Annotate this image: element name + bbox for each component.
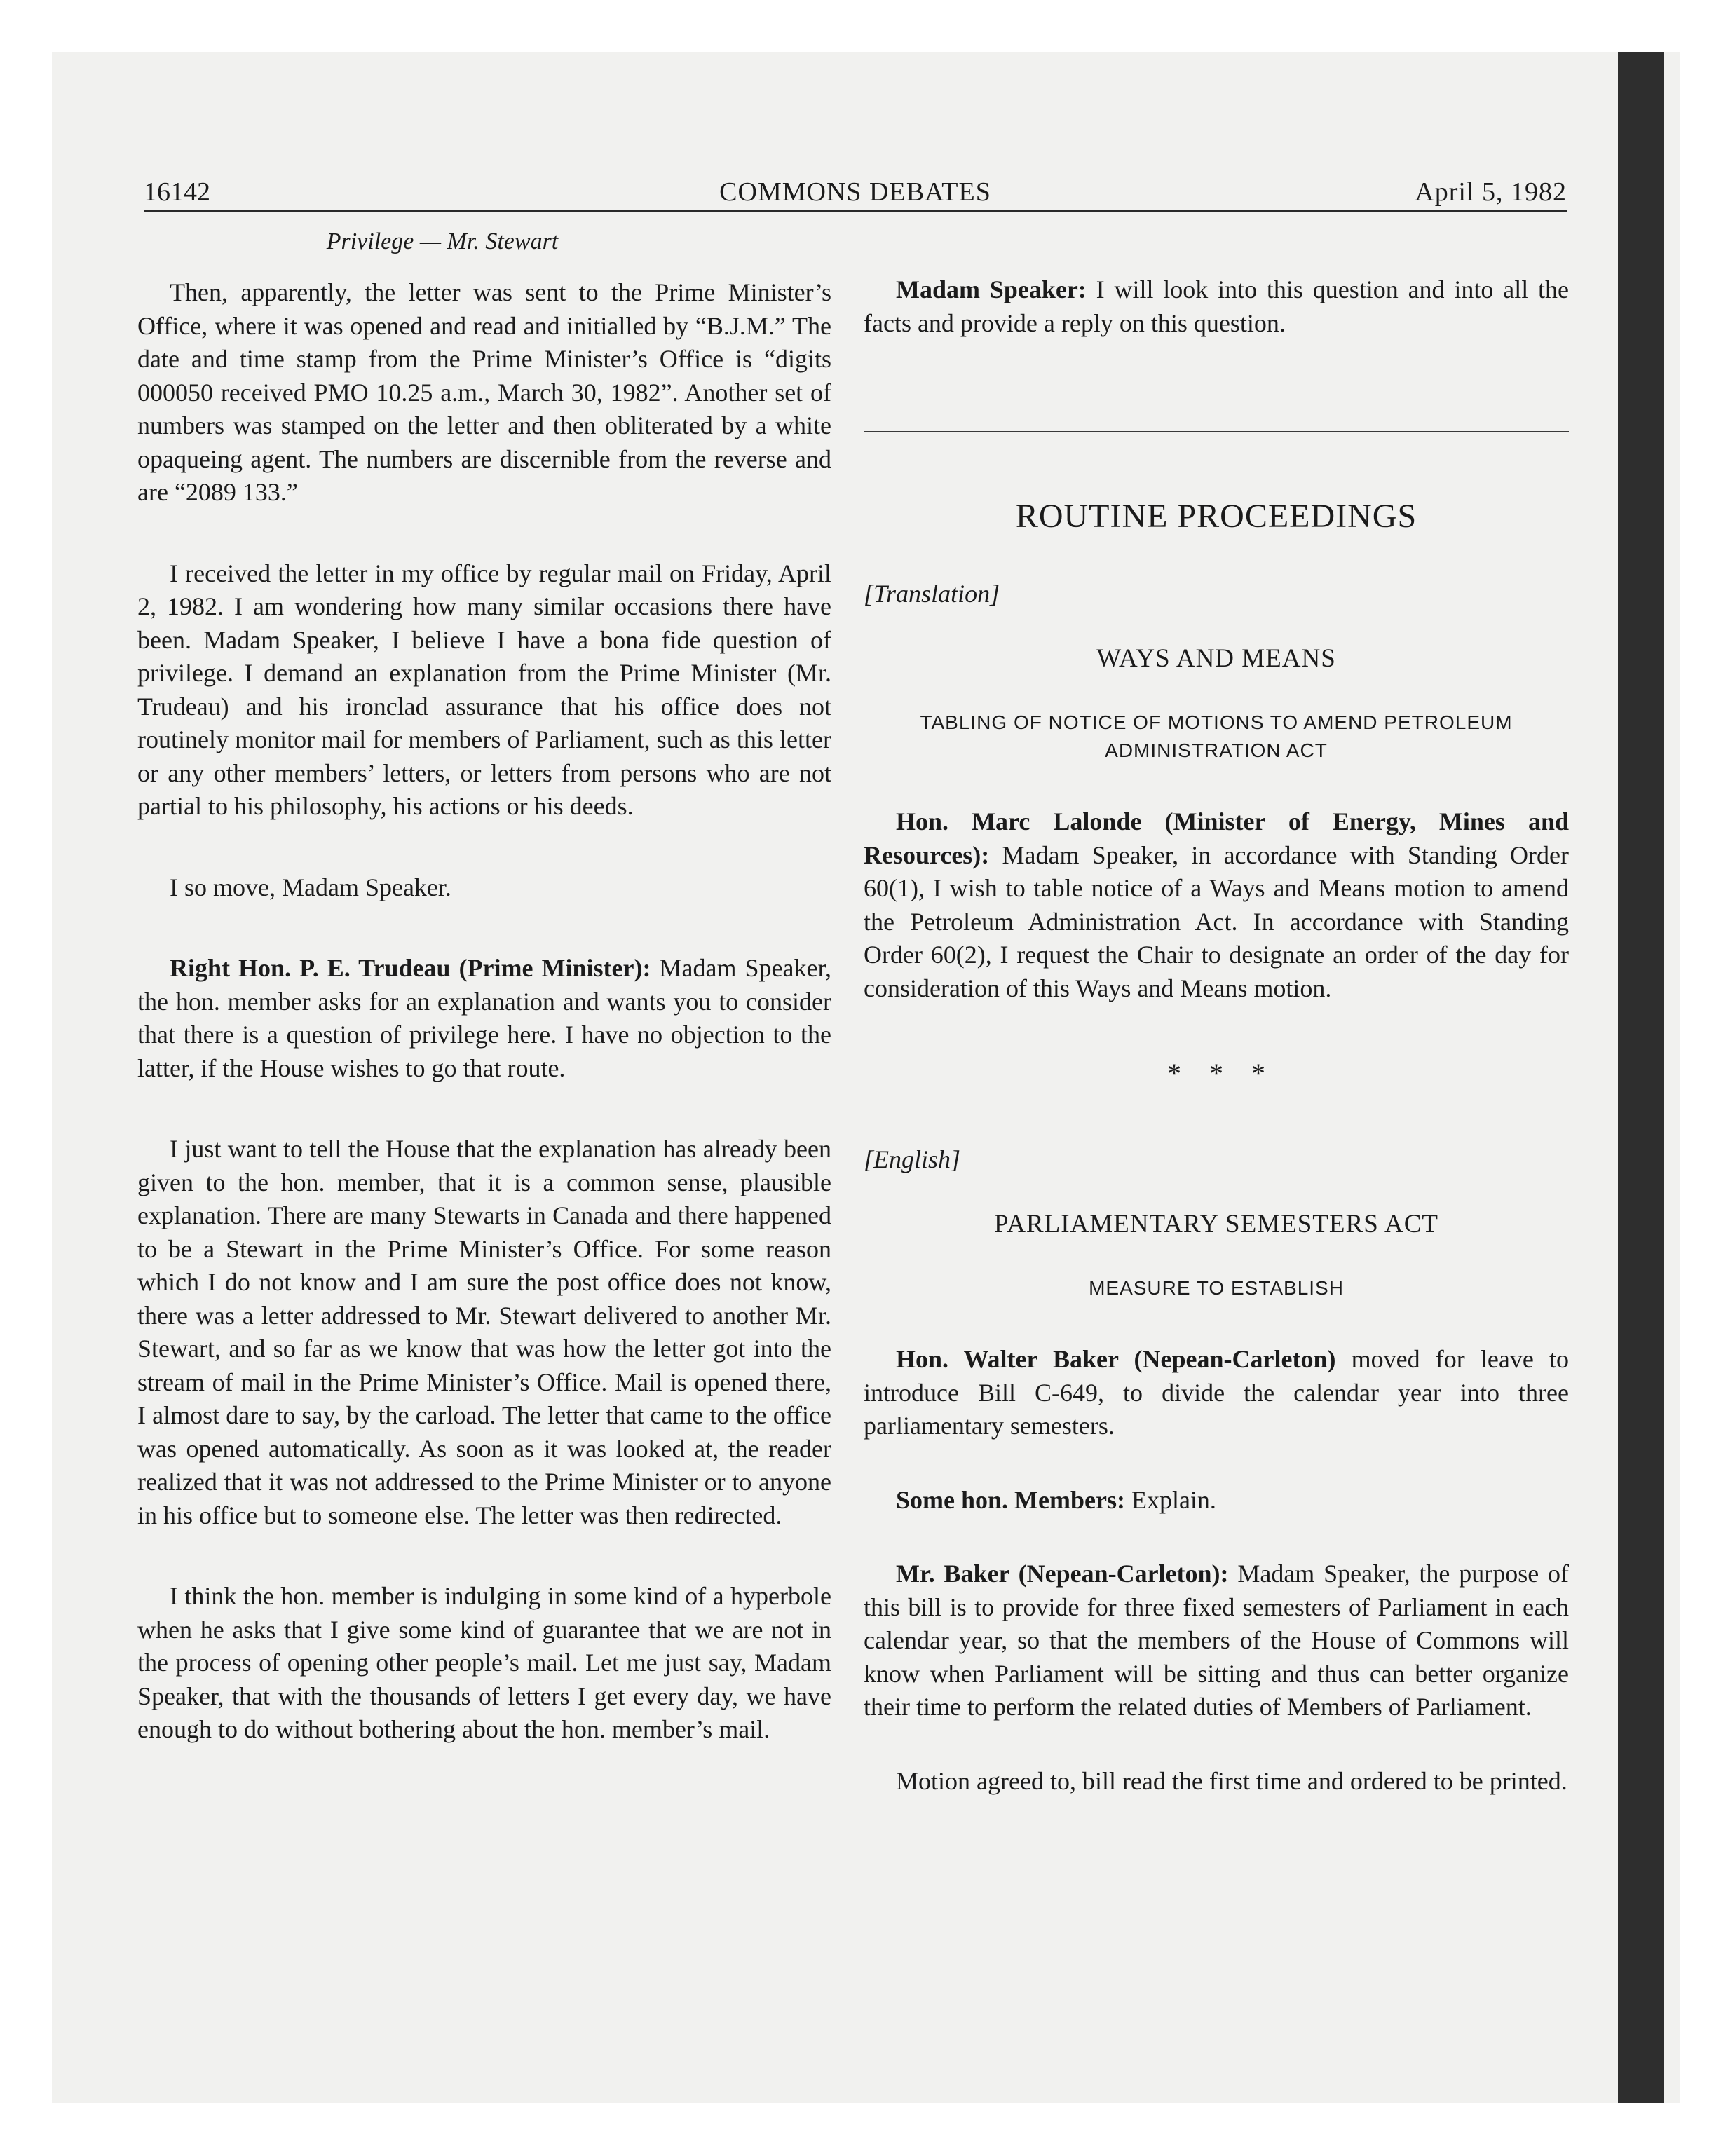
language-tag: [English] bbox=[864, 1145, 961, 1173]
speaker-name: Hon. Walter Baker bbox=[896, 1345, 1119, 1373]
speaker-name: Some hon. Members: bbox=[896, 1485, 1125, 1514]
subsection-subheading: TABLING OF NOTICE OF MOTIONS TO AMEND PETROLEUM ADMINISTRATION ACT bbox=[920, 711, 1513, 761]
page-header bbox=[144, 177, 1567, 212]
running-head: Privilege — Mr. Stewart bbox=[326, 228, 559, 254]
paragraph: I think the hon. member is indulging in some kind of a hyperbole when he asks that I give some kind of guarantee that we are not in the process of opening other people’s mail. Let me just say, Madam Speaker, that with the thousands of letters I get every day, we have enough to do without bothering about the hon. member’s mail. bbox=[137, 1582, 831, 1743]
paragraph: I so move, Madam Speaker. bbox=[170, 873, 451, 901]
publication-title: COMMONS DEBATES bbox=[719, 177, 991, 207]
page-number: 16142 bbox=[144, 177, 210, 207]
header-rule bbox=[144, 210, 1567, 212]
section-heading: ROUTINE PROCEEDINGS bbox=[1015, 498, 1417, 535]
publication-date: April 5, 1982 bbox=[1415, 177, 1567, 207]
speech-text: Madam Speaker, in accordance with Standing Order 60(1), I wish to table notice of a Ways and Means motion to amend the Petroleum Administration Act. In accordance with Standing Order 60(2), I request the Chair to designate an order of the day for consideration of this Ways and Means motion. bbox=[864, 840, 1569, 1002]
speech-text: Madam Speaker, the purpose of this bill is to provide for three fixed semesters of Parliament in each calendar year, so that the members of the House of Commons will know when Parliament will be sitting and thus can better organize their time to perform the related duties of Members of Parliament. bbox=[864, 1560, 1569, 1721]
paragraph: Motion agreed to, bill read the first time and ordered to be printed. bbox=[896, 1766, 1567, 1795]
subsection-heading: WAYS AND MEANS bbox=[1096, 644, 1336, 673]
riding-name: (Nepean-Carleton) bbox=[1118, 1345, 1336, 1373]
page-binding-edge bbox=[1618, 52, 1664, 2103]
speech-paragraph bbox=[864, 1343, 1569, 1443]
right-column bbox=[864, 224, 1569, 1798]
speech-paragraph bbox=[137, 952, 831, 1085]
speaker-name: Right Hon. P. E. Trudeau (Prime Minister): bbox=[170, 954, 651, 982]
speaker-name: Mr. Baker (Nepean-Carleton): bbox=[896, 1560, 1229, 1588]
paragraph: I just want to tell the House that the explanation has already been given to the hon. member, that it is a common sense, plausible explanation. There are many Stewarts in Canada and there happened to be a Stewart in the Prime Minister’s Office. For some reason which I do not know and I am sure the post office does not know, there was a letter addressed to Mr. Stewart delivered to another Mr. Stewart, and so far as we know that was how the letter got into the stream of mail in the Prime Minister’s Office. Mail is opened there, I almost dare to say, by the carload. The letter that came to the office was opened automatically. As soon as it was looked at, the reader realized that it was not addressed to the Prime Minister or to anyone in his office but to someone else. The letter was then redirected. bbox=[137, 1135, 831, 1529]
paragraph: I received the letter in my office by regular mail on Friday, April 2, 1982. I am wondering how many similar occasions there have been. Madam Speaker, I believe I have a bona fide question of privilege. I demand an explanation from the Prime Minister (Mr. Trudeau) and his ironclad assurance that his office does not routinely monitor mail for members of Parliament, such as this letter or any other members’ letters, or letters from persons who are not partial to his philosophy, his actions or his deeds. bbox=[137, 559, 831, 820]
speech-paragraph bbox=[864, 805, 1569, 1005]
speech-text: Madam Speaker, the hon. member asks for an explanation and wants you to consider that there is a question of privilege here. I have no objection to the latter, if the House wishes to go that route. bbox=[137, 954, 831, 1082]
section-break-stars: * * * bbox=[1167, 1058, 1265, 1089]
speaker-name: Madam Speaker: bbox=[896, 275, 1087, 303]
paragraph: Then, apparently, the letter was sent to the Prime Minister’s Office, where it was opened and read and initialled by “B.J.M.” The date and time stamp from the Prime Minister’s Office is “digits 000050 received PMO 10.25 a.m., March 30, 1982”. Another set of numbers was stamped on the letter and then obliterated by a white opaqueing agent. The numbers are discernible from the reverse and are “2089 133.” bbox=[137, 278, 831, 506]
speaker-name: Hon. Marc Lalonde (Minister of Energy, Mines and Resources): bbox=[864, 807, 1569, 869]
language-tag: [Translation] bbox=[864, 580, 1000, 608]
subsection-heading: PARLIAMENTARY SEMESTERS ACT bbox=[994, 1210, 1438, 1239]
left-column bbox=[137, 224, 831, 1747]
speech-paragraph bbox=[864, 1557, 1569, 1724]
subsection-subheading: MEASURE TO ESTABLISH bbox=[1089, 1277, 1344, 1299]
speech-text: moved for leave to introduce Bill C-649, to divide the calendar year into three parliamentary semesters. bbox=[864, 1345, 1569, 1440]
section-divider bbox=[864, 431, 1569, 432]
speech-paragraph bbox=[864, 273, 1569, 340]
speech-text: I will look into this question and into all the facts and provide a reply on this question. bbox=[864, 275, 1570, 337]
speech-paragraph bbox=[864, 1484, 1569, 1517]
speech-text: Explain. bbox=[1124, 1485, 1216, 1514]
